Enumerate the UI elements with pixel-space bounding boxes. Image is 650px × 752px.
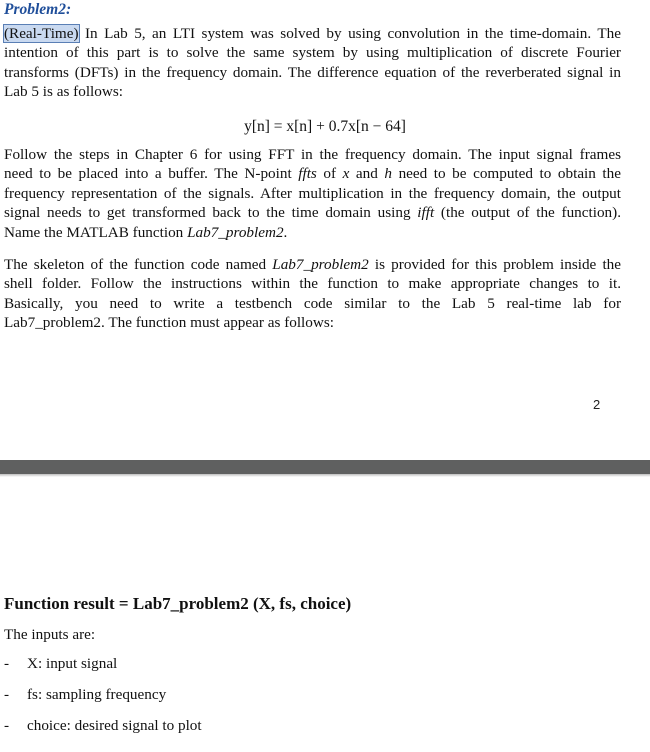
selected-text-highlight[interactable]: (Real-Time) xyxy=(4,25,79,42)
paragraph-line: need to be placed into a buffer. The N-point ffts of x and h need to be computed to obtain the xyxy=(4,165,621,183)
page-separator xyxy=(0,460,650,474)
paragraph-line: Name the MATLAB function Lab7_problem2. xyxy=(4,223,288,241)
paragraph-intro xyxy=(4,24,621,102)
paragraph-line: Lab 5 is as follows: xyxy=(4,83,123,101)
paragraph-line: The skeleton of the function code named Lab7_problem2 is provided for this problem inside the xyxy=(4,256,621,273)
list-item: - X: input signal xyxy=(4,655,118,672)
page-separator-shadow xyxy=(0,474,650,477)
inputs-intro-text: The inputs are: xyxy=(4,626,96,643)
page-number: 2 xyxy=(593,397,601,412)
paragraph-line: intention of this part is to solve the same system by using multiplication of discrete Fourier xyxy=(4,44,621,62)
inputs-list xyxy=(4,655,202,748)
problem-heading: Problem2: xyxy=(4,1,72,18)
dash-bullet: - xyxy=(4,686,10,703)
paragraph-line: Basically, you need to write a testbench code similar to the Lab 5 real-time lab for xyxy=(4,294,621,312)
dash-bullet: - xyxy=(4,655,10,672)
function-signature-heading: Function result = Lab7_problem2 (X, fs, choice) xyxy=(4,594,352,613)
list-item: - fs: sampling frequency xyxy=(4,686,167,703)
paragraph-line: signal needs to get transformed back to the time domain using ifft (the output of the function). xyxy=(4,204,621,222)
difference-equation: y[n] = x[n] + 0.7x[n − 64] xyxy=(244,118,406,135)
paragraph-line: shell folder. Follow the instructions within the function to make appropriate changes to it. xyxy=(4,275,621,293)
paragraph-skeleton xyxy=(4,255,621,333)
paragraph-line: Follow the steps in Chapter 6 for using FFT in the frequency domain. The input signal frames xyxy=(4,146,621,163)
paragraph-line: Lab7_problem2. The function must appear as follows: xyxy=(4,314,334,332)
paragraph-line: transforms (DFTs) in the frequency domain. The difference equation of the reverberated signal in xyxy=(4,63,621,81)
paragraph-line: (Real-Time) In Lab 5, an LTI system was solved by using convolution in the time-domain. The xyxy=(4,25,621,42)
list-item: - choice: desired signal to plot xyxy=(4,717,202,734)
dash-bullet: - xyxy=(4,717,10,734)
paragraph-fft-steps xyxy=(4,145,621,242)
paragraph-line: frequency representation of the signals. After multiplication in the frequency domain, the output xyxy=(4,184,621,202)
